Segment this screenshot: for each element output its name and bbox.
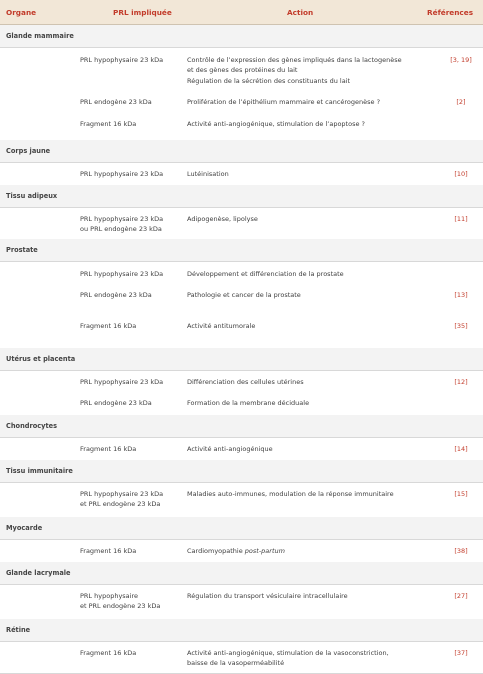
table-row xyxy=(0,48,483,140)
action-cell: Prolifération de l’épithélium mammaire et cancérogenèse ? xyxy=(187,98,381,106)
prl-cell: Fragment 16 kDa xyxy=(80,322,137,330)
prl-cell: PRL endogène 23 kDa xyxy=(80,291,152,299)
section-name: Glande mammaire xyxy=(6,32,74,40)
reference-cell: [27] xyxy=(454,592,468,600)
section-header xyxy=(0,562,483,585)
action-cell: Maladies auto-immunes, modulation de la réponse immunitaire xyxy=(187,490,394,498)
action-cell: Lutéinisation xyxy=(187,170,229,178)
header-organe: Organe xyxy=(6,8,37,17)
prl-cell: PRL hypophysaire et PRL endogène 23 kDa xyxy=(80,592,161,611)
action-cell: Cardiomyopathie post-partum xyxy=(187,547,285,555)
section-header xyxy=(0,185,483,208)
table-row xyxy=(0,483,483,517)
section-header xyxy=(0,415,483,438)
table-row xyxy=(0,208,483,239)
section-name: Corps jaune xyxy=(6,147,51,155)
reference-cell: [35] xyxy=(454,322,468,330)
table-row xyxy=(0,262,483,348)
table-row xyxy=(0,163,483,185)
section-name: Rétine xyxy=(6,626,31,634)
table-row xyxy=(0,642,483,674)
prl-cell: PRL hypophysaire 23 kDa et PRL endogène 23 kDa xyxy=(80,490,164,509)
prl-cell: PRL hypophysaire 23 kDa xyxy=(80,270,164,278)
action-cell: Développement et différenciation de la prostate xyxy=(187,270,344,278)
reference-cell: [12] xyxy=(454,378,468,386)
header-references: Références xyxy=(427,8,474,17)
action-cell: Formation de la membrane déciduale xyxy=(187,399,310,407)
section-header xyxy=(0,25,483,48)
action-cell: Adipogenèse, lipolyse xyxy=(187,215,258,223)
prl-cell: PRL hypophysaire 23 kDa xyxy=(80,56,164,64)
action-cell: Contrôle de l’expression des gènes impliqués dans la lactogenèse et des gènes des protéines du lait Régulation de la sécrétion des constituants du lait xyxy=(187,56,402,85)
prl-cell: PRL endogène 23 kDa xyxy=(80,98,152,106)
action-cell: Régulation du transport vésiculaire intracellulaire xyxy=(187,592,348,600)
action-cell: Activité anti-angiogénique, stimulation de la vasoconstriction, baisse de la vasoperméabilité xyxy=(187,649,389,668)
section-name: Myocarde xyxy=(6,524,43,532)
section-name: Tissu adipeux xyxy=(6,192,58,200)
action-cell: Activité antitumorale xyxy=(187,322,256,330)
reference-cell: [37] xyxy=(454,649,468,657)
section-name: Prostate xyxy=(6,246,38,254)
prl-cell: Fragment 16 kDa xyxy=(80,445,137,453)
table-row xyxy=(0,540,483,562)
reference-cell: [3, 19] xyxy=(450,56,472,64)
reference-cell: [2] xyxy=(456,98,466,106)
action-cell: Activité anti-angiogénique xyxy=(187,445,273,453)
section-header xyxy=(0,348,483,371)
prl-cell: Fragment 16 kDa xyxy=(80,547,137,555)
reference-cell: [13] xyxy=(454,291,468,299)
table-header xyxy=(0,0,483,25)
action-cell: Différenciation des cellules utérines xyxy=(187,378,304,386)
reference-cell: [11] xyxy=(454,215,468,223)
prl-cell: PRL hypophysaire 23 kDa ou PRL endogène 23 kDa xyxy=(80,215,164,234)
table-row xyxy=(0,438,483,460)
prl-cell: PRL hypophysaire 23 kDa xyxy=(80,170,164,178)
table-row xyxy=(0,371,483,415)
reference-cell: [38] xyxy=(454,547,468,555)
prl-cell: PRL hypophysaire 23 kDa xyxy=(80,378,164,386)
action-cell: Activité anti-angiogénique, stimulation de l’apoptose ? xyxy=(187,120,365,128)
reference-cell: [14] xyxy=(454,445,468,453)
section-header xyxy=(0,460,483,483)
header-prl: PRL impliquée xyxy=(113,8,172,17)
prl-cell: Fragment 16 kDa xyxy=(80,649,137,657)
reference-cell: [15] xyxy=(454,490,468,498)
section-header xyxy=(0,239,483,262)
section-name: Chondrocytes xyxy=(6,422,58,430)
section-header xyxy=(0,140,483,163)
section-name: Glande lacrymale xyxy=(6,569,71,577)
section-header xyxy=(0,517,483,540)
header-action: Action xyxy=(287,8,314,17)
action-cell: Pathologie et cancer de la prostate xyxy=(187,291,301,299)
section-name: Utérus et placenta xyxy=(6,355,76,363)
prl-cell: Fragment 16 kDa xyxy=(80,120,137,128)
section-header xyxy=(0,619,483,642)
reference-cell: [10] xyxy=(454,170,468,178)
prl-cell: PRL endogène 23 kDa xyxy=(80,399,152,407)
table-row xyxy=(0,585,483,619)
section-name: Tissu immunitaire xyxy=(6,467,73,475)
